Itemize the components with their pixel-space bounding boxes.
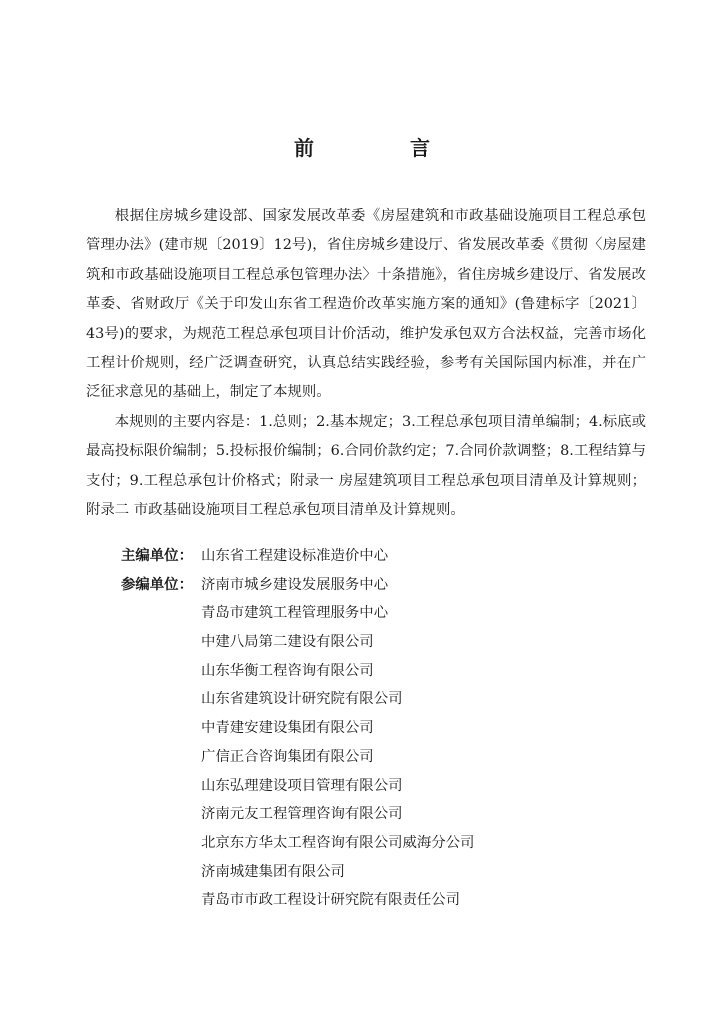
participating-unit-row xyxy=(121,800,474,829)
participating-unit-name: 北京东方华太工程咨询有限公司威海分公司 xyxy=(201,834,475,851)
participating-unit-name: 山东华衡工程咨询有限公司 xyxy=(201,662,374,679)
chief-unit-name: 山东省工程建设标准造价中心 xyxy=(201,548,389,564)
participating-unit-row xyxy=(121,571,474,600)
participating-unit-row xyxy=(121,772,474,801)
participating-unit-name: 济南市城乡建设发展服务中心 xyxy=(201,576,389,593)
participating-units-label: 参编单位： xyxy=(121,576,193,593)
preface-body xyxy=(86,202,646,525)
preface-paragraph: 本规则的主要内容是：1.总则；2.基本规定；3.工程总承包项目清单编制；4.标底或最高投标限价编制；5.投标报价编制；6.合同价款约定；7.合同价款调整；8.工程结算与支付；9.工程总承包计价格式；附录一 房屋建筑项目工程总承包项目清单及计算规则；附录二 市政基础设施项目工程总承包项目清单及计算规则。 xyxy=(86,413,646,519)
chief-unit-row xyxy=(121,542,474,571)
participating-unit-row xyxy=(121,714,474,743)
participating-unit-name: 广信正合咨询集团有限公司 xyxy=(201,748,374,765)
preface-paragraph: 根据住房城乡建设部、国家发展改革委《房屋建筑和市政基础设施项目工程总承包管理办法》(建市规〔2019〕12号)，省住房城乡建设厅、省发展改革委《贯彻〈房屋建筑和市政基础设施项目工程总承包管理办法〉十条措施》，省住房城乡建设厅、省发展改革委、省财政厅《关于印发山东省工程造价改革实施方案的通知》(鲁建标字〔2021〕43号)的要求，为规范工程总承包项目计价活动，维护发承包双方合法权益，完善市场化工程计价规则，经广泛调查研究，认真总结实践经验，参考有关国际国内标准，并在广泛征求意见的基础上，制定了本规则。 xyxy=(86,208,646,401)
chief-unit-label: 主编单位： xyxy=(121,548,193,564)
participating-unit-row xyxy=(121,858,474,887)
participating-unit-row xyxy=(121,628,474,657)
participating-unit-row xyxy=(121,685,474,714)
page-title: 前 言 xyxy=(294,136,468,160)
participating-unit-row xyxy=(121,743,474,772)
participating-unit-row xyxy=(121,829,474,858)
participating-unit-name: 济南元友工程管理咨询有限公司 xyxy=(201,806,403,823)
participating-unit-name: 青岛市建筑工程管理服务中心 xyxy=(201,605,389,622)
participating-unit-name: 中建八局第二建设有限公司 xyxy=(201,634,374,651)
compiling-units xyxy=(121,542,474,915)
participating-unit-name: 山东弘理建设项目管理有限公司 xyxy=(201,777,403,794)
participating-unit-row xyxy=(121,886,474,915)
participating-unit-name: 济南城建集团有限公司 xyxy=(201,863,345,880)
participating-unit-row xyxy=(121,599,474,628)
participating-unit-name: 中青建安建设集团有限公司 xyxy=(201,720,374,737)
participating-unit-row xyxy=(121,657,474,686)
participating-unit-name: 青岛市市政工程设计研究院有限责任公司 xyxy=(201,892,461,909)
participating-unit-name: 山东省建筑设计研究院有限公司 xyxy=(201,691,403,708)
